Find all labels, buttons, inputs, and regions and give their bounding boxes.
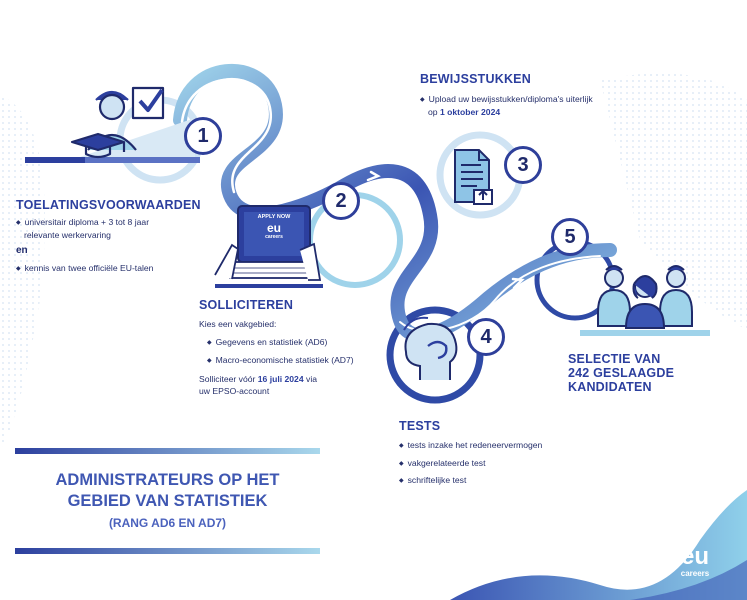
- documents-heading: BEWIJSSTUKKEN: [420, 72, 531, 86]
- documents-line1: ◆ Upload uw bewijsstukken/diploma's uiterlijk: [420, 93, 593, 106]
- apply-option-2: ◆ Macro-economische statistiek (AD7): [207, 354, 354, 367]
- apply-intro: Kies een vakgebied:: [199, 319, 277, 329]
- documents-line2: op 1 oktober 2024: [428, 107, 501, 117]
- platform-step5: [580, 330, 710, 336]
- tablet-apply-text: APPLY NOW: [257, 214, 291, 220]
- tablet-careers-text: careers: [265, 234, 283, 240]
- apply-deadline: [199, 373, 317, 397]
- admission-req1-line1: ◆ universitair diploma + 3 tot 8 jaar: [16, 216, 149, 229]
- documents-deadline-date: 1 oktober 2024: [439, 107, 501, 117]
- tests-heading: TESTS: [399, 419, 441, 433]
- step-number-2: 2: [322, 182, 360, 220]
- page-title-line2: GEBIED VAN STATISTIEK: [67, 492, 268, 510]
- step-number-3: 3: [504, 146, 542, 184]
- step-number-5: 5: [551, 218, 589, 256]
- selection-line1: SELECTIE VAN: [568, 352, 661, 366]
- tablet-eu-logo: eu: [266, 221, 281, 235]
- page-subtitle: (RANG AD6 EN AD7): [108, 516, 227, 530]
- apply-heading: SOLLICITEREN: [199, 298, 294, 312]
- step-number-1: 1: [184, 117, 222, 155]
- admission-requirement-2: ◆ kennis van twee officiële EU-talen: [16, 262, 153, 275]
- tests-item-1: ◆ tests inzake het redeneervermogen: [399, 439, 542, 452]
- apply-deadline-line1: Solliciteer vóór 16 juli 2024 via: [199, 374, 318, 384]
- admission-req1-line2: relevante werkervaring: [24, 230, 111, 240]
- candidates-group-icon: [598, 266, 692, 328]
- apply-deadline-line2: uw EPSO-account: [199, 386, 270, 396]
- logo-careers-text: careers: [680, 569, 710, 578]
- step-number-4: 4: [467, 318, 505, 356]
- admission-requirement-1: [16, 216, 149, 241]
- documents-text: [420, 93, 593, 118]
- document-upload-icon: [455, 150, 492, 204]
- title-bar-bottom: [15, 548, 320, 554]
- selection-text: [568, 352, 674, 394]
- tests-item-2: ◆ vakgerelateerde test: [399, 457, 486, 470]
- eu-careers-logo: [667, 545, 723, 578]
- admission-connector: en: [16, 245, 28, 256]
- page-title: [15, 470, 320, 512]
- page-title-line1: ADMINISTRATEURS OP HET: [55, 471, 280, 489]
- selection-line2: 242 GESLAAGDE: [568, 366, 675, 380]
- title-bar-top: [15, 448, 320, 454]
- tests-item-3: ◆ schriftelijke test: [399, 474, 466, 487]
- apply-deadline-date: 16 juli 2024: [257, 374, 304, 384]
- apply-option-1: ◆ Gegevens en statistiek (AD6): [207, 336, 327, 349]
- logo-eu-text: eu: [680, 543, 709, 570]
- selection-line3: KANDIDATEN: [568, 380, 652, 394]
- admission-heading: TOELATINGSVOORWAARDEN: [16, 198, 201, 212]
